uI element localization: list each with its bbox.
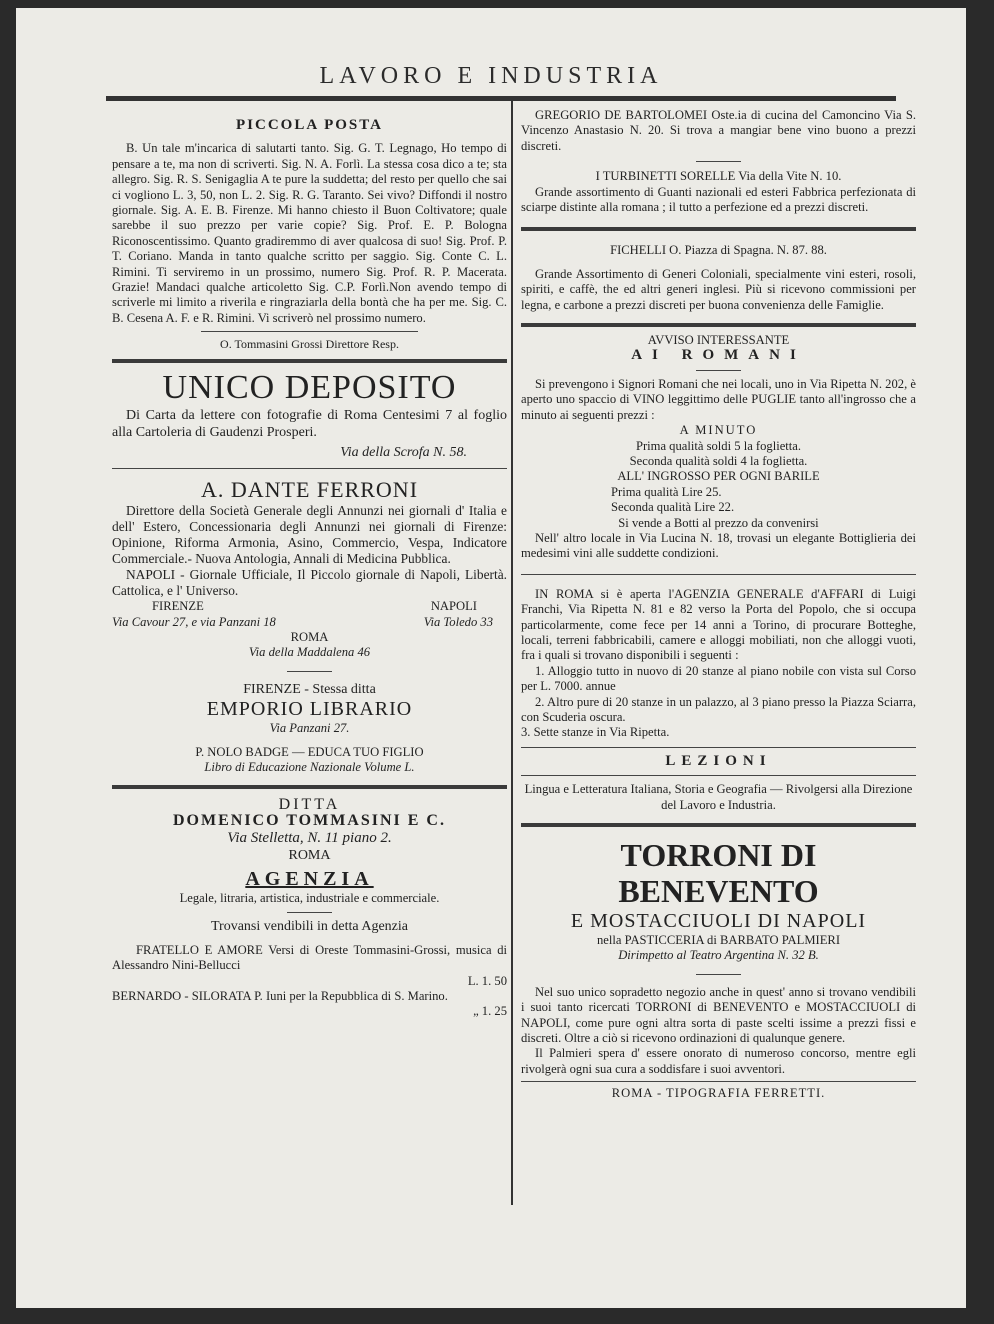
roma-address: Via della Maddalena 46 [248,645,371,660]
ditta-name: DOMENICO TOMMASINI E C. [173,811,446,829]
tipografia: ROMA - TIPOGRAFIA FERRETTI. [611,1086,826,1101]
napoli-address: Via Toledo 33 [423,614,493,629]
emporio-address: Via Panzani 27. [269,721,350,736]
unico-deposito-address: Via della Scrofa N. 58. [340,444,467,460]
lezioni-title: LEZIONI [665,752,772,769]
emporio-librario: EMPORIO LIBRARIO [206,698,413,721]
ferroni-napoli: NAPOLI - Giornale Ufficiale, Il Piccolo giornale di Napoli, Libertà. Cattolica, e l' Universo. [112,567,507,599]
palmieri: Il Palmieri spera d' essere onorato di numeroso concorso, mentre egli rivolgerà ogni sua cura a soddisfare i suoi avventori. [521,1046,916,1076]
napoli-label: NAPOLI [430,599,477,614]
avviso-title: AVVISO INTERESSANTE [647,333,790,348]
torroni-body: Nel suo unico sopradetto negozio anche in quest' anno si trovano vendibili i suoi tanto ricercati TORRONI di BENEVENTO e MOSTACCIUOLI di NAPOLI, come pure ogni altra sorta di paste scelti issime a prezzi fissi e discreti. Oltre a ciò si ricevono ordinazioni di qualunque genere. [521,984,916,1046]
piccola-posta-title: PICCOLA POSTA [236,117,383,133]
firenze-address: Via Cavour 27, e via Panzani 18 [112,614,276,629]
avviso-body: Si prevengono i Signori Romani che nei locali, uno in Via Ripetta N. 202, è aperto uno spaccio di VINO leggittimo delle PUGLIE tanto all'ingrosso che a minuto ai seguenti prezzi : [521,376,916,422]
director-signature: O. Tommasini Grossi Direttore Resp. [220,337,399,352]
fichelli-title: FICHELLI O. Piazza di Spagna. N. 87. 88. [610,243,827,258]
section-rule [112,359,507,363]
gregorio-ad: GREGORIO DE BARTOLOMEI Oste.ia di cucina del Camoncino Via S. Vincenzo Anastasio N. 20. Si trova a mangiar bene vino buono a prezzi discreti. [521,108,916,153]
column-divider [511,100,513,1205]
book1: FRATELLO E AMORE Versi di Oreste Tommasini-Grossi, musica di Alessandro Nini-Bellucci [112,942,507,973]
agenzia-title: AGENZIA [245,867,374,890]
firenze-label: FIRENZE [152,599,204,614]
turbinetti-body: Grande assortimento di Guanti nazionali ed esteri Fabbrica perfezionata di sciarpe distinte alla romana ; il tutto a perfezione ed a prezzi discreti. [521,184,916,215]
ferroni-title: A. DANTE FERRONI [200,477,419,503]
left-column [112,108,507,1020]
alloggio-3: 3. Sette stanze in Via Ripetta. [521,725,670,740]
turbinetti-title: I TURBINETTI SORELLE Via della Vite N. 10. [595,169,842,184]
a-minuto: A MINUTO [679,423,758,438]
lucina: Nell' altro locale in Via Lucina N. 18, trovasi un elegante Bottiglieria dei medesimi vini alle suddette condizioni. [521,530,916,561]
minuto-seconda: Seconda qualità soldi 4 la foglietta. [629,453,808,468]
roma-label: ROMA [290,629,329,644]
agenzia-subtitle: Legale, litraria, artistica, industriale e commerciale. [179,890,440,905]
book2: BERNARDO - SILORATA P. Iuni per la Repubblica di S. Marino. [112,989,448,1003]
ditta-label: DITTA [278,796,341,814]
ferroni-body: Direttore della Società Generale degli Annunzi nei giornali d' Italia e dell' Estero, Concessionaria degli Annunzi nei giornali di Firenze: Opinione, Riforma Armonia, Asino, Commercio, Vespa, Indicatore Commerciale.- Nuova Antologia, Annali di Medicina Pubblica. [112,503,507,567]
ingrosso-title: ALL' INGROSSO PER OGNI BARILE [617,469,820,484]
botti: Si vende a Botti al prezzo da convenirsi [618,515,819,530]
piccola-posta-body: B. Un tale m'incarica di salutarti tanto. Sig. G. T. Legnago, Ho tempo di pensare a te, ma non di scriverti. Sig. N. A. Forlì. La stessa cosa dico a te; sta allegro. Sig. R. S. Senigaglia A te pure la suddetta; del resto per quello che sai ci vogliono L. 3, 50, non L. 2. Sig. R. G. Taranto. Sei vivo? Diffondi il nostro giornale. Sig. A. E. B. Firenze. Mi hanno chiesto il Buon Coltivatore; quale sarebbe il suo prezzo per varie copie? Sig. Prof. E. P. Bologna Riconoscentissimo. Quanto gradiremmo di aver qualcosa di suo! Sig. Prof. P. T. Coriano. Manda in tanto qualche scritto per saggio. Sig. Conte C. L. Rimini. Ti serviremo in un prossimo, numero Sig. Prof. R. P. Macerata. Grazie! Mandaci qualche articoletto Sig. C.P. Forlì.Non avendo tempo di scriverle mi limito a riverila e ringraziarla della bontà che ha per me. Sig. C. B. Cesena A. F. e R. Rimini. Vi scriverò nel prossimo numero. [112,141,507,325]
unico-deposito-title: UNICO DEPOSITO [162,368,457,406]
right-column [521,108,916,1102]
page-header: LAVORO E INDUSTRIA [319,63,663,89]
mostacciuoli-title: E MOSTACCIUOLI DI NAPOLI [570,910,867,933]
book1-price: L. 1. 50 [467,973,507,988]
pasticceria: nella PASTICCERIA di BARBATO PALMIERI [596,933,841,948]
lezioni-body: Lingua e Letteratura Italiana, Storia e Geografia — Rivolgersi alla Direzione del Lavoro e Industria. [524,782,913,812]
ingrosso-prima: Prima qualità Lire 25. [611,484,722,499]
agenzia-generale: IN ROMA si è aperta l'AGENZIA GENERALE d'AFFARI di Luigi Franchi, Via Ripetta N. 81 e 82 verso la Porta del Popolo, che si occupa particolarmente, come fece per 14 anni a Torino, di procurare Botteghe, locali, terreni fabbricabili, camere e alloggi mobiliati, non che alloggi vuoti, fra i quali si trovano disponibili i seguenti : [521,586,916,663]
alloggio-2: 2. Altro pure di 20 stanze in un palazzo, al 3 piano presso la Piazza Sciarra, con Scuderia oscura. [521,694,916,724]
book2-price: „ 1. 25 [473,1004,507,1019]
ingrosso-seconda: Seconda qualità Lire 22. [611,500,735,515]
ai-romani: AI ROMANI [631,347,806,364]
alloggio-1: 1. Alloggio tutto in nuovo di 20 stanze al piano nobile con vista sul Corso per L. 7000. annue [521,663,916,694]
newspaper-page [16,8,966,1308]
trovansi: Trovansi vendibili in detta Agenzia [210,919,408,935]
nolo-title: P. NOLO BADGE — EDUCA TUO FIGLIO [195,744,424,759]
dirimpetto: Dirimpetto al Teatro Argentina N. 32 B. [618,948,819,963]
fichelli-body: Grande Assortimento di Generi Coloniali, specialmente vini esteri, rosoli, spiriti, e caffè, the ed altri generi inglesi. Più si ricevono commissioni per legna, e carbone a prezzi discreti per buona convenienza delle Famiglie. [521,266,916,312]
header-rule [106,96,896,101]
firenze-ditta: FIRENZE - Stessa ditta [243,681,376,697]
ditta-address: Via Stelletta, N. 11 piano 2. [227,830,392,847]
unico-deposito-body: Di Carta da lettere con fotografie di Roma Centesimi 7 al foglio alla Cartoleria di Gaudenzi Prosperi. [112,407,507,440]
minuto-prima: Prima qualità soldi 5 la foglietta. [635,438,802,453]
torroni-title: TORRONI DI BENEVENTO [618,837,819,910]
nolo-subtitle: Libro di Educazione Nazionale Volume L. [204,759,415,774]
ditta-city: ROMA [288,848,331,864]
